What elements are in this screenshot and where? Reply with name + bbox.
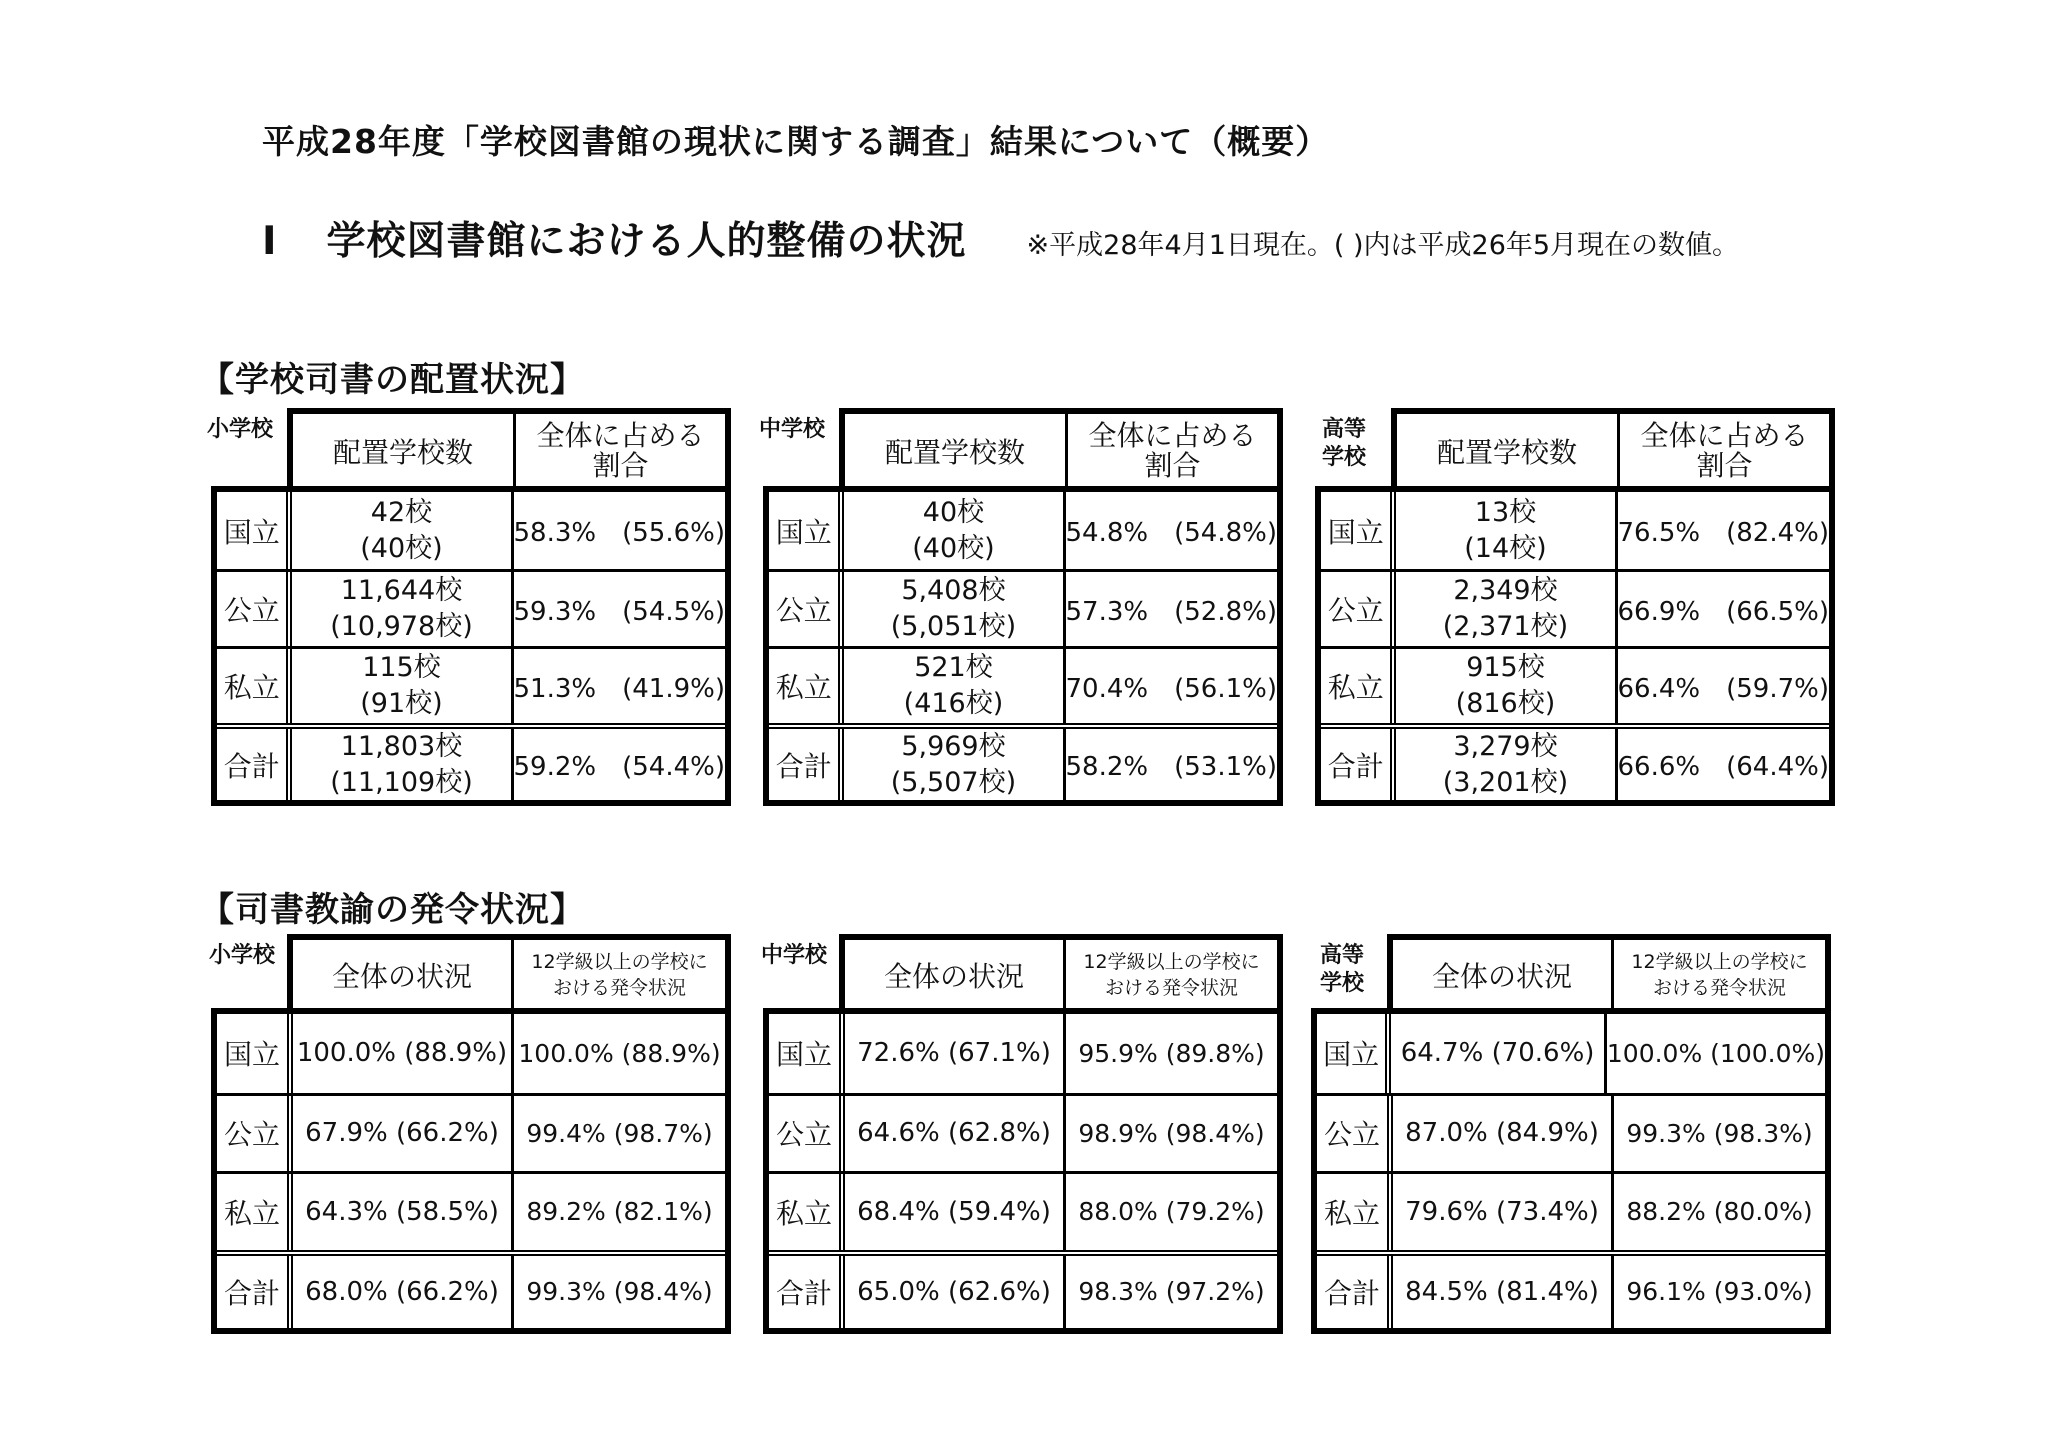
table-row	[217, 1014, 725, 1093]
row-type: 合計	[1321, 729, 1396, 800]
row-type: 公立	[769, 1096, 845, 1172]
school-count	[292, 572, 513, 646]
row-type: 国立	[769, 1014, 845, 1093]
row-type: 公立	[217, 1096, 293, 1172]
school-label	[1309, 416, 1379, 472]
school-count	[292, 729, 513, 800]
school-count	[844, 649, 1065, 723]
school-label	[207, 942, 277, 970]
table-row	[1317, 1093, 1825, 1172]
large-school-rate: 98.3% (97.2%)	[1078, 1277, 1265, 1307]
table-row	[217, 1250, 725, 1329]
overall-rate: 64.7% (70.6%)	[1391, 1014, 1607, 1093]
appointment-section-label: 【司書教諭の発令状況】	[200, 890, 585, 930]
ratio: 66.9% (66.5%)	[1617, 596, 1829, 627]
row-type: 合計	[217, 729, 292, 800]
count-previous: (416校)	[903, 688, 1004, 719]
placement-table-0	[206, 408, 731, 806]
large-school-rate: 99.4% (98.7%)	[526, 1118, 713, 1148]
section-note: ※平成28年4月1日現在。( )内は平成26年5月現在の数値。	[1026, 230, 1740, 261]
table-row	[769, 569, 1277, 646]
count-current: 2,349校	[1453, 575, 1558, 606]
placement-section-label: 【学校司書の配置状況】	[200, 360, 585, 400]
header-large-schools	[1614, 940, 1825, 1010]
header-overall: 全体の状況	[1393, 940, 1614, 1010]
table-row	[769, 1250, 1277, 1329]
school-count	[1396, 492, 1617, 569]
header-ratio-line1: 全体に占める	[1640, 419, 1809, 452]
count-previous: (11,109校)	[330, 766, 473, 798]
row-type: 公立	[1321, 572, 1396, 646]
header-ratio	[1068, 414, 1277, 488]
row-type: 私立	[1321, 649, 1396, 723]
appointment-table-1	[760, 934, 1283, 1334]
header-ratio-line1: 全体に占める	[536, 419, 705, 452]
table-row	[769, 1171, 1277, 1250]
row-type: 公立	[769, 572, 844, 646]
overall-rate: 84.5% (81.4%)	[1393, 1256, 1614, 1329]
header-ratio-line2: 割合	[1144, 449, 1201, 482]
large-school-rate: 99.3% (98.4%)	[526, 1277, 713, 1307]
count-previous: (5,051校)	[890, 611, 1017, 642]
header-ratio	[516, 414, 725, 488]
large-school-rate: 96.1% (93.0%)	[1626, 1277, 1813, 1307]
count-current: 115校	[362, 652, 441, 683]
school-name-line1: 高等	[1321, 417, 1366, 442]
large-school-rate: 98.9% (98.4%)	[1078, 1118, 1265, 1148]
school-count	[844, 492, 1065, 569]
row-type: 私立	[217, 649, 292, 723]
table-row	[217, 569, 725, 646]
row-type: 国立	[1317, 1014, 1391, 1093]
row-type: 国立	[217, 492, 292, 569]
header-large-line1: 12学級以上の学校に	[1083, 951, 1260, 973]
large-school-rate: 100.0% (100.0%)	[1606, 1038, 1825, 1068]
ratio: 76.5% (82.4%)	[1617, 518, 1829, 548]
school-name-line1: 高等	[1319, 943, 1364, 968]
school-name-line2: 学校	[1321, 445, 1366, 470]
count-previous: (40校)	[360, 532, 443, 564]
count-current: 11,803校	[340, 730, 463, 762]
ratio: 70.4% (56.1%)	[1065, 673, 1277, 704]
school-name: 小学校	[206, 417, 273, 442]
table-row	[1317, 1171, 1825, 1250]
section-header	[262, 210, 1739, 266]
count-current: 42校	[370, 496, 433, 528]
school-name: 中学校	[760, 943, 827, 968]
school-label	[759, 942, 829, 970]
school-name: 中学校	[758, 417, 825, 442]
appointment-table-2	[1311, 934, 1831, 1334]
table-row	[217, 1171, 725, 1250]
row-type: 国立	[769, 492, 844, 569]
overall-rate: 72.6% (67.1%)	[845, 1014, 1066, 1093]
header-count: 配置学校数	[1397, 414, 1620, 488]
table-row	[1321, 723, 1829, 800]
header-large-line2: おける発令状況	[1652, 977, 1786, 999]
count-previous: (91校)	[360, 688, 443, 719]
header-ratio-line1: 全体に占める	[1088, 419, 1257, 452]
header-ratio	[1620, 414, 1829, 488]
count-previous: (10,978校)	[330, 611, 473, 642]
school-count	[1396, 649, 1617, 723]
placement-table-1	[758, 408, 1283, 806]
section-numeral: Ⅰ	[262, 219, 277, 264]
header-large-line2: おける発令状況	[552, 977, 686, 999]
header-large-line1: 12学級以上の学校に	[531, 951, 708, 973]
appointment-table-0	[208, 934, 731, 1334]
overall-rate: 68.4% (59.4%)	[845, 1174, 1066, 1250]
table-row	[1317, 1014, 1825, 1093]
header-ratio-line2: 割合	[1696, 449, 1753, 482]
count-current: 3,279校	[1453, 730, 1558, 762]
overall-rate: 100.0% (88.9%)	[293, 1014, 514, 1093]
ratio: 59.3% (54.5%)	[513, 596, 725, 627]
ratio: 54.8% (54.8%)	[1065, 518, 1277, 548]
large-school-rate: 99.3% (98.3%)	[1626, 1118, 1813, 1148]
school-count	[1396, 572, 1617, 646]
overall-rate: 64.6% (62.8%)	[845, 1096, 1066, 1172]
header-large-schools	[514, 940, 725, 1010]
overall-rate: 67.9% (66.2%)	[293, 1096, 514, 1172]
large-school-rate: 88.0% (79.2%)	[1078, 1197, 1265, 1227]
ratio: 51.3% (41.9%)	[513, 673, 725, 704]
header-overall: 全体の状況	[293, 940, 514, 1010]
count-current: 5,969校	[901, 730, 1006, 762]
school-name-line2: 学校	[1319, 971, 1364, 996]
school-label	[757, 416, 827, 444]
header-large-schools	[1066, 940, 1277, 1010]
table-row	[217, 1093, 725, 1172]
overall-rate: 65.0% (62.6%)	[845, 1256, 1066, 1329]
table-row	[769, 1014, 1277, 1093]
row-type: 私立	[1317, 1174, 1393, 1250]
document-title: 平成28年度「学校図書館の現状に関する調査」結果について（概要）	[262, 122, 1330, 161]
header-large-line1: 12学級以上の学校に	[1631, 951, 1808, 973]
row-type: 私立	[217, 1174, 293, 1250]
row-type: 国立	[217, 1014, 293, 1093]
ratio: 58.2% (53.1%)	[1065, 752, 1277, 782]
table-row	[217, 723, 725, 800]
count-current: 5,408校	[901, 575, 1006, 606]
row-type: 公立	[1317, 1096, 1393, 1172]
row-type: 国立	[1321, 492, 1396, 569]
large-school-rate: 100.0% (88.9%)	[518, 1038, 721, 1068]
row-type: 私立	[769, 1174, 845, 1250]
row-type: 合計	[769, 729, 844, 800]
row-type: 合計	[1317, 1256, 1393, 1329]
header-large-line2: おける発令状況	[1104, 977, 1238, 999]
table-row	[769, 492, 1277, 569]
count-current: 521校	[914, 652, 993, 683]
table-row	[1317, 1250, 1825, 1329]
school-count	[292, 649, 513, 723]
placement-table-2	[1315, 408, 1835, 806]
row-type: 合計	[769, 1256, 845, 1329]
count-current: 915校	[1466, 652, 1545, 683]
overall-rate: 79.6% (73.4%)	[1393, 1174, 1614, 1250]
row-type: 合計	[217, 1256, 293, 1329]
count-current: 11,644校	[340, 575, 463, 606]
table-row	[217, 646, 725, 723]
count-previous: (14校)	[1464, 532, 1547, 564]
table-row	[217, 492, 725, 569]
header-overall: 全体の状況	[845, 940, 1066, 1010]
header-count: 配置学校数	[845, 414, 1068, 488]
row-type: 私立	[769, 649, 844, 723]
table-row	[769, 1093, 1277, 1172]
ratio: 59.2% (54.4%)	[513, 752, 725, 782]
overall-rate: 87.0% (84.9%)	[1393, 1096, 1614, 1172]
header-ratio-line2: 割合	[592, 449, 649, 482]
table-row	[1321, 569, 1829, 646]
ratio: 66.4% (59.7%)	[1617, 673, 1829, 704]
ratio: 58.3% (55.6%)	[513, 518, 725, 548]
count-previous: (5,507校)	[890, 766, 1017, 798]
school-count	[1396, 729, 1617, 800]
count-previous: (816校)	[1455, 688, 1556, 719]
count-current: 40校	[922, 496, 985, 528]
header-count: 配置学校数	[293, 414, 516, 488]
count-previous: (2,371校)	[1442, 611, 1569, 642]
table-row	[769, 723, 1277, 800]
table-row	[1321, 646, 1829, 723]
large-school-rate: 88.2% (80.0%)	[1626, 1197, 1813, 1227]
large-school-rate: 95.9% (89.8%)	[1078, 1038, 1265, 1068]
school-label	[1307, 942, 1377, 998]
count-current: 13校	[1474, 496, 1537, 528]
ratio: 66.6% (64.4%)	[1617, 752, 1829, 782]
count-previous: (3,201校)	[1442, 766, 1569, 798]
school-label	[205, 416, 275, 444]
row-type: 公立	[217, 572, 292, 646]
large-school-rate: 89.2% (82.1%)	[526, 1197, 713, 1227]
ratio: 57.3% (52.8%)	[1065, 596, 1277, 627]
table-row	[1321, 492, 1829, 569]
table-row	[769, 646, 1277, 723]
school-count	[844, 729, 1065, 800]
section-heading: 学校図書館における人的整備の状況	[326, 219, 967, 264]
count-previous: (40校)	[912, 532, 995, 564]
overall-rate: 64.3% (58.5%)	[293, 1174, 514, 1250]
school-count	[844, 572, 1065, 646]
school-name: 小学校	[208, 943, 275, 968]
school-count	[292, 492, 513, 569]
overall-rate: 68.0% (66.2%)	[293, 1256, 514, 1329]
